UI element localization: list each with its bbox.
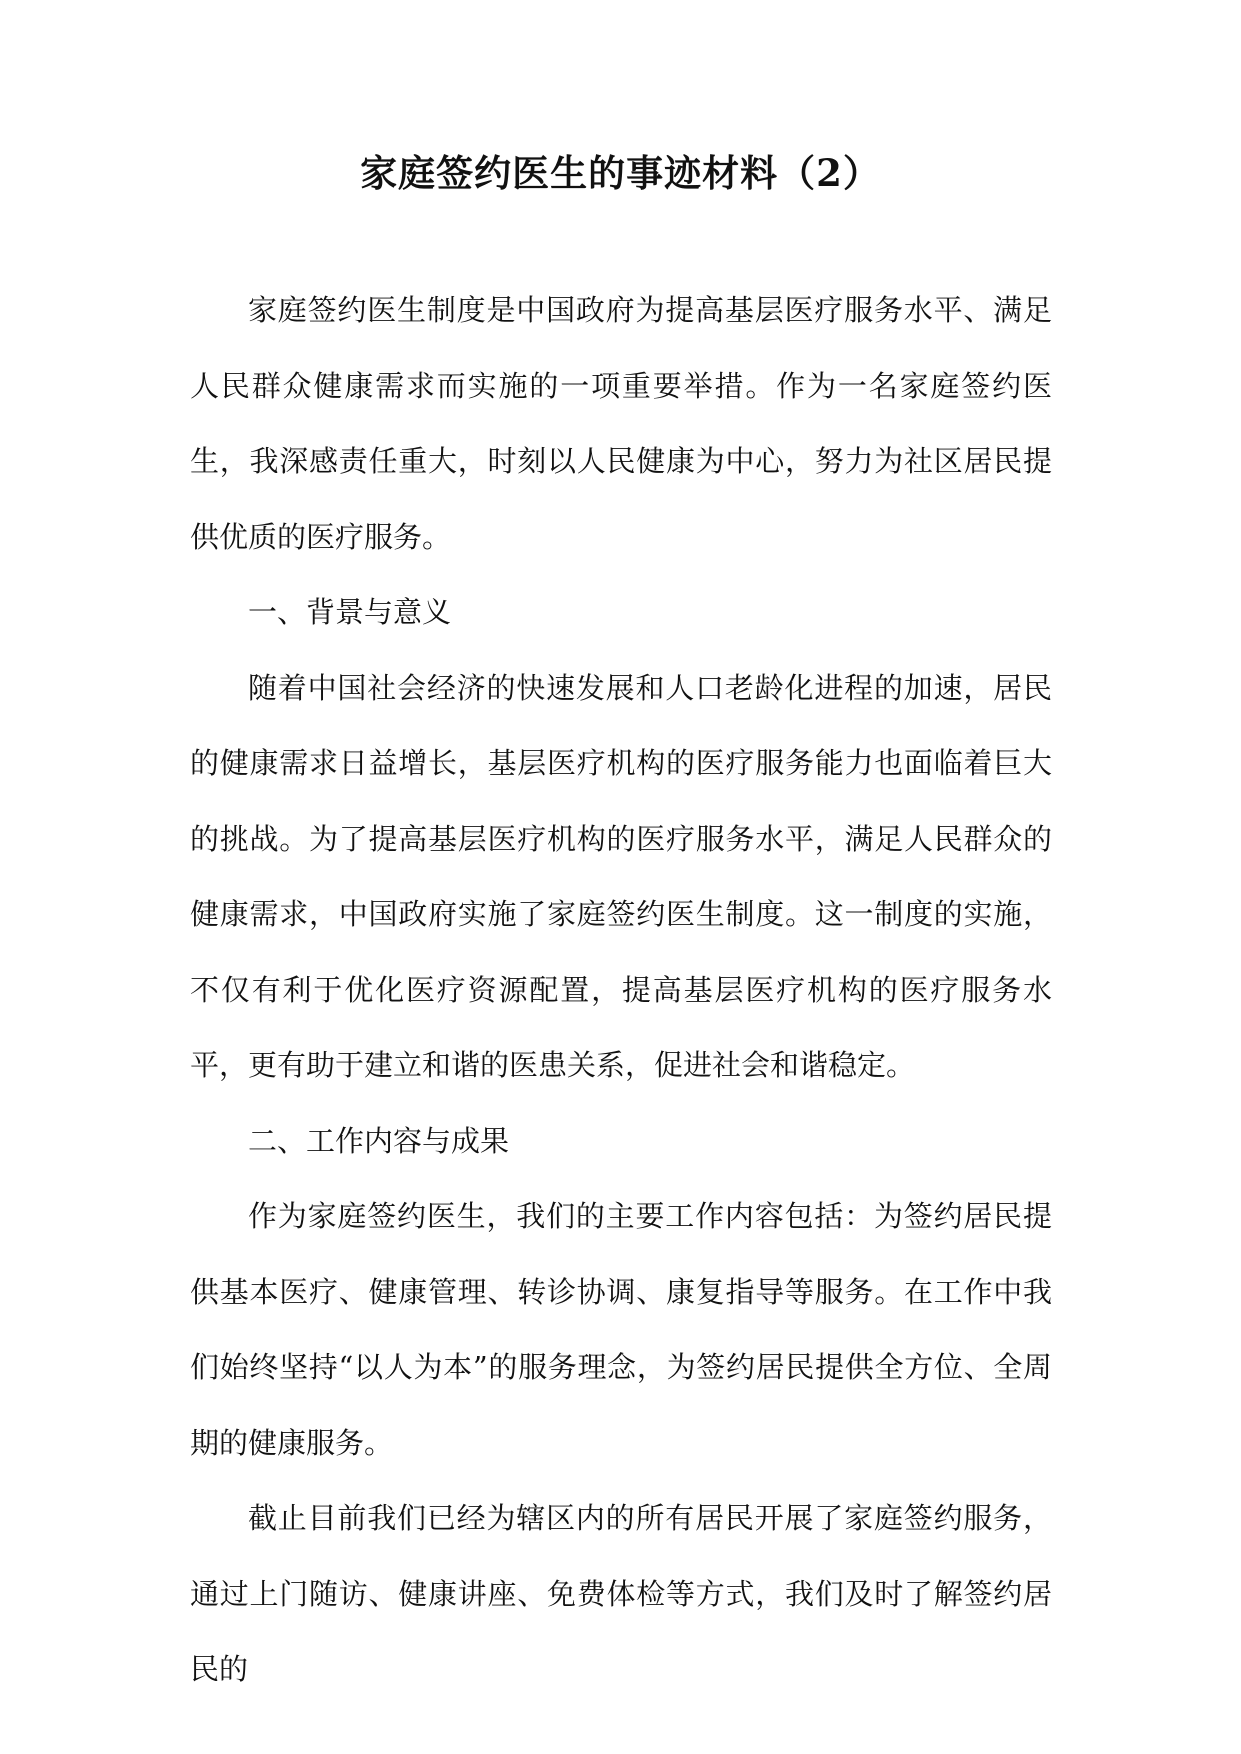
paragraph-work-content: 作为家庭签约医生，我们的主要工作内容包括：为签约居民提供基本医疗、健康管理、转诊协调、康复指导等服务。在工作中我们始终坚持“以人为本”的服务理念，为签约居民提供全方位、全周期的健康服务。 (190, 1199, 1052, 1460)
document-body (190, 273, 1052, 1708)
section-heading-background: 一、背景与意义 (248, 595, 452, 629)
paragraph-intro: 家庭签约医生制度是中国政府为提高基层医疗服务水平、满足人民群众健康需求而实施的一项重要举措。作为一名家庭签约医生，我深感责任重大，时刻以人民健康为中心，努力为社区居民提供优质的医疗服务。 (190, 293, 1052, 554)
paragraph-background: 随着中国社会经济的快速发展和人口老龄化进程的加速，居民的健康需求日益增长，基层医疗机构的医疗服务能力也面临着巨大的挑战。为了提高基层医疗机构的医疗服务水平，满足人民群众的健康需求，中国政府实施了家庭签约医生制度。这一制度的实施，不仅有利于优化医疗资源配置，提高基层医疗机构的医疗服务水平，更有助于建立和谐的医患关系，促进社会和谐稳定。 (190, 670, 1052, 1082)
section-heading-work: 二、工作内容与成果 (248, 1123, 510, 1158)
paragraph-work-results: 截止目前我们已经为辖区内的所有居民开展了家庭签约服务，通过上门随访、健康讲座、免费体检等方式，我们及时了解签约居民的 (190, 1501, 1052, 1686)
document-title: 家庭签约医生的事迹材料（2） (360, 151, 881, 195)
